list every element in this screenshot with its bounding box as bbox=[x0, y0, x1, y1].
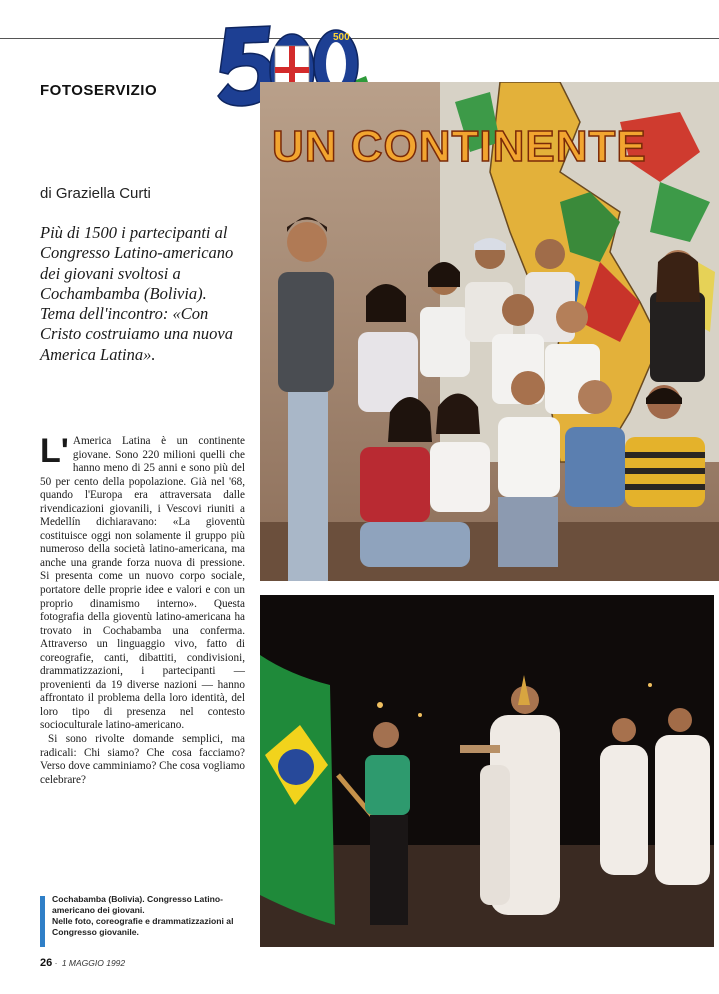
article-body bbox=[40, 432, 245, 787]
caption-accent-bar bbox=[40, 896, 45, 947]
byline: di Graziella Curti bbox=[40, 185, 151, 202]
body-paragraph bbox=[40, 432, 245, 733]
page-footer: 26 · 1 MAGGIO 1992 bbox=[40, 957, 126, 969]
caption-line: Nelle foto, coreografie e drammatizzazioni al Congresso giovanile. bbox=[52, 916, 234, 937]
photo-caption bbox=[52, 894, 252, 938]
procession-photo bbox=[260, 595, 714, 947]
drop-cap: L' bbox=[40, 432, 69, 470]
page-number: 26 bbox=[40, 957, 53, 969]
section-label: FOTOSERVIZIO bbox=[40, 82, 158, 99]
paragraph-text: America Latina è un continente giovane. Sono 220 milioni quelli che hanno meno di 25 anni e sono più del 50 per cento della popolazione. Già nel '68, quando l'Europa era attraversata dalle rivendicazioni giovanili, i Vescovi riuniti a Medellín dichiaravano: «La gioventù costituisce oggi non solamente il gruppo più numeroso della società latino-americana, ma anche una grande forza nuova di pressione. Si presenta come un nuovo corpo sociale, portatore delle proprie idee e valori e con un proprio dinamismo interno». Questa fotografia della gioventù latino-americana ha trovato in Cochabamba una conferma. Attraverso un linguaggio vivo, fatto di coreografie, canti, dibattiti, condivisioni, drammatizzazioni, i partecipanti — provenienti da 19 diverse nazioni — hanno affrontato il problema della loro identità, del loro tipo di presenza nel contesto socioculturale latino-americano. bbox=[40, 435, 245, 732]
logo-text: 500 bbox=[333, 32, 350, 43]
headline: UN CONTINENTE bbox=[272, 122, 647, 171]
caption-line: Cochabamba (Bolivia). Congresso Latino-americano dei giovani. bbox=[52, 894, 223, 915]
issue-date: 1 MAGGIO 1992 bbox=[61, 958, 126, 968]
body-paragraph: Si sono rivolte domande semplici, ma radicali: Chi siamo? Che cosa facciamo? Verso dove camminiamo? Che cosa vogliamo celebrare? bbox=[40, 733, 245, 786]
lead-paragraph: Più di 1500 i partecipanti al Congresso Latino-americano dei giovani svoltosi a Cochambamba (Bolivia). Tema dell'incontro: «Con Cristo costruiamo una nuova America Latina». bbox=[40, 223, 234, 364]
